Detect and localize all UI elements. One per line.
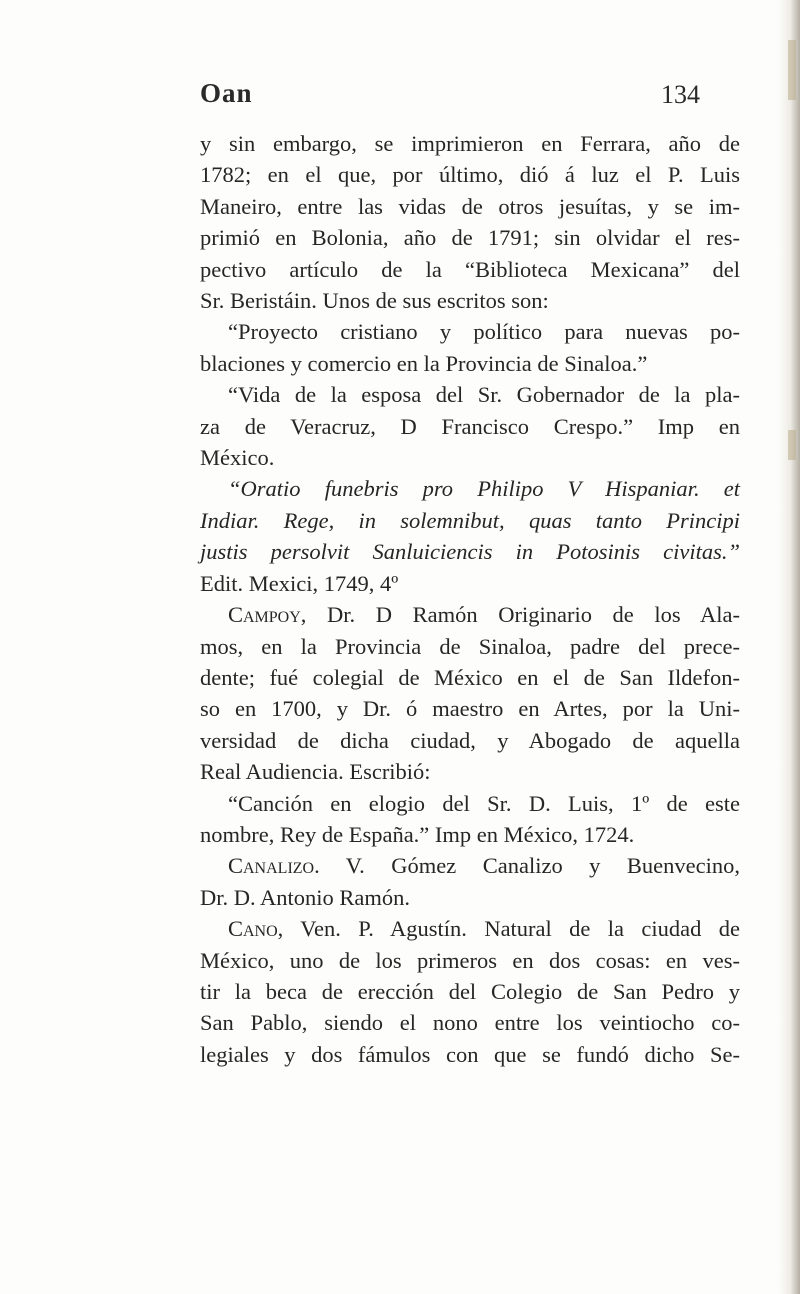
- text-line: Sr. Beristáin. Unos de sus escritos son:: [200, 288, 549, 314]
- running-title: Oan: [200, 78, 253, 108]
- text-line: versidad de dicha ciudad, y Abogado de aquella: [200, 727, 740, 753]
- page-edge-shadow: [778, 0, 800, 1294]
- text-line: Campoy, Dr. D Ramón Originario de los Ala-: [228, 602, 740, 628]
- page-edge-mark: [788, 40, 796, 100]
- text-line: México, uno de los primeros en dos cosas: en ves-: [200, 947, 740, 973]
- text-line-italic: Indiar. Rege, in solemnibut, quas tanto Principi: [200, 507, 740, 533]
- running-head: [200, 78, 720, 118]
- text-line: nombre, Rey de España.” Imp en México, 1724.: [200, 821, 635, 847]
- text-line: dente; fué colegial de México en el de San Ildefon-: [200, 664, 740, 690]
- text-line: Maneiro, entre las vidas de otros jesuítas, y se im-: [200, 193, 740, 219]
- text-line: mos, en la Provincia de Sinaloa, padre del prece-: [200, 633, 740, 659]
- text-line: legiales y dos fámulos con que se fundó dicho Se-: [200, 1041, 740, 1067]
- text-line: pectivo artículo de la “Biblioteca Mexicana” del: [200, 256, 740, 282]
- text-line: Edit. Mexici, 1749, 4º: [200, 570, 399, 596]
- text-line-italic: justis persolvit Sanluiciencis in Potosinis civitas.”: [200, 539, 740, 565]
- text-line: 1782; en el que, por último, dió á luz el P. Luis: [200, 162, 740, 188]
- entry-headword: Cano: [228, 916, 278, 942]
- text-line: “Proyecto cristiano y político para nuevas po-: [228, 319, 740, 345]
- page-edge-mark: [788, 430, 796, 460]
- page-number: 134: [661, 80, 700, 109]
- text-line: Real Audiencia. Escribió:: [200, 759, 431, 785]
- text-line: primió en Bolonia, año de 1791; sin olvidar el res-: [200, 225, 740, 251]
- text-line: “Vida de la esposa del Sr. Gobernador de la pla-: [228, 382, 740, 408]
- text-line: blaciones y comercio en la Provincia de Sinaloa.”: [200, 350, 648, 376]
- text-line: México.: [200, 445, 275, 471]
- entry-headword: Canalizo: [228, 853, 315, 879]
- text-line: “Canción en elogio del Sr. D. Luis, 1º de este: [228, 790, 740, 816]
- text-line: Cano, Ven. P. Agustín. Natural de la ciudad de: [228, 916, 740, 942]
- text-line: Canalizo. V. Gómez Canalizo y Buenvecino,: [228, 853, 740, 879]
- text-line: so en 1700, y Dr. ó maestro en Artes, por la Uni-: [200, 696, 740, 722]
- body-text: [200, 128, 740, 1070]
- text-line: za de Veracruz, D Francisco Crespo.” Imp en: [200, 413, 740, 439]
- text-line: San Pablo, siendo el nono entre los veintiocho co-: [200, 1010, 740, 1036]
- entry-headword: Campoy: [228, 602, 301, 628]
- text-line-italic: “Oratio funebris pro Philipo V Hispaniar. et: [228, 476, 740, 502]
- text-line: Dr. D. Antonio Ramón.: [200, 884, 411, 910]
- text-line: tir la beca de erección del Colegio de San Pedro y: [200, 978, 740, 1004]
- text-line: y sin embargo, se imprimieron en Ferrara, año de: [200, 131, 740, 156]
